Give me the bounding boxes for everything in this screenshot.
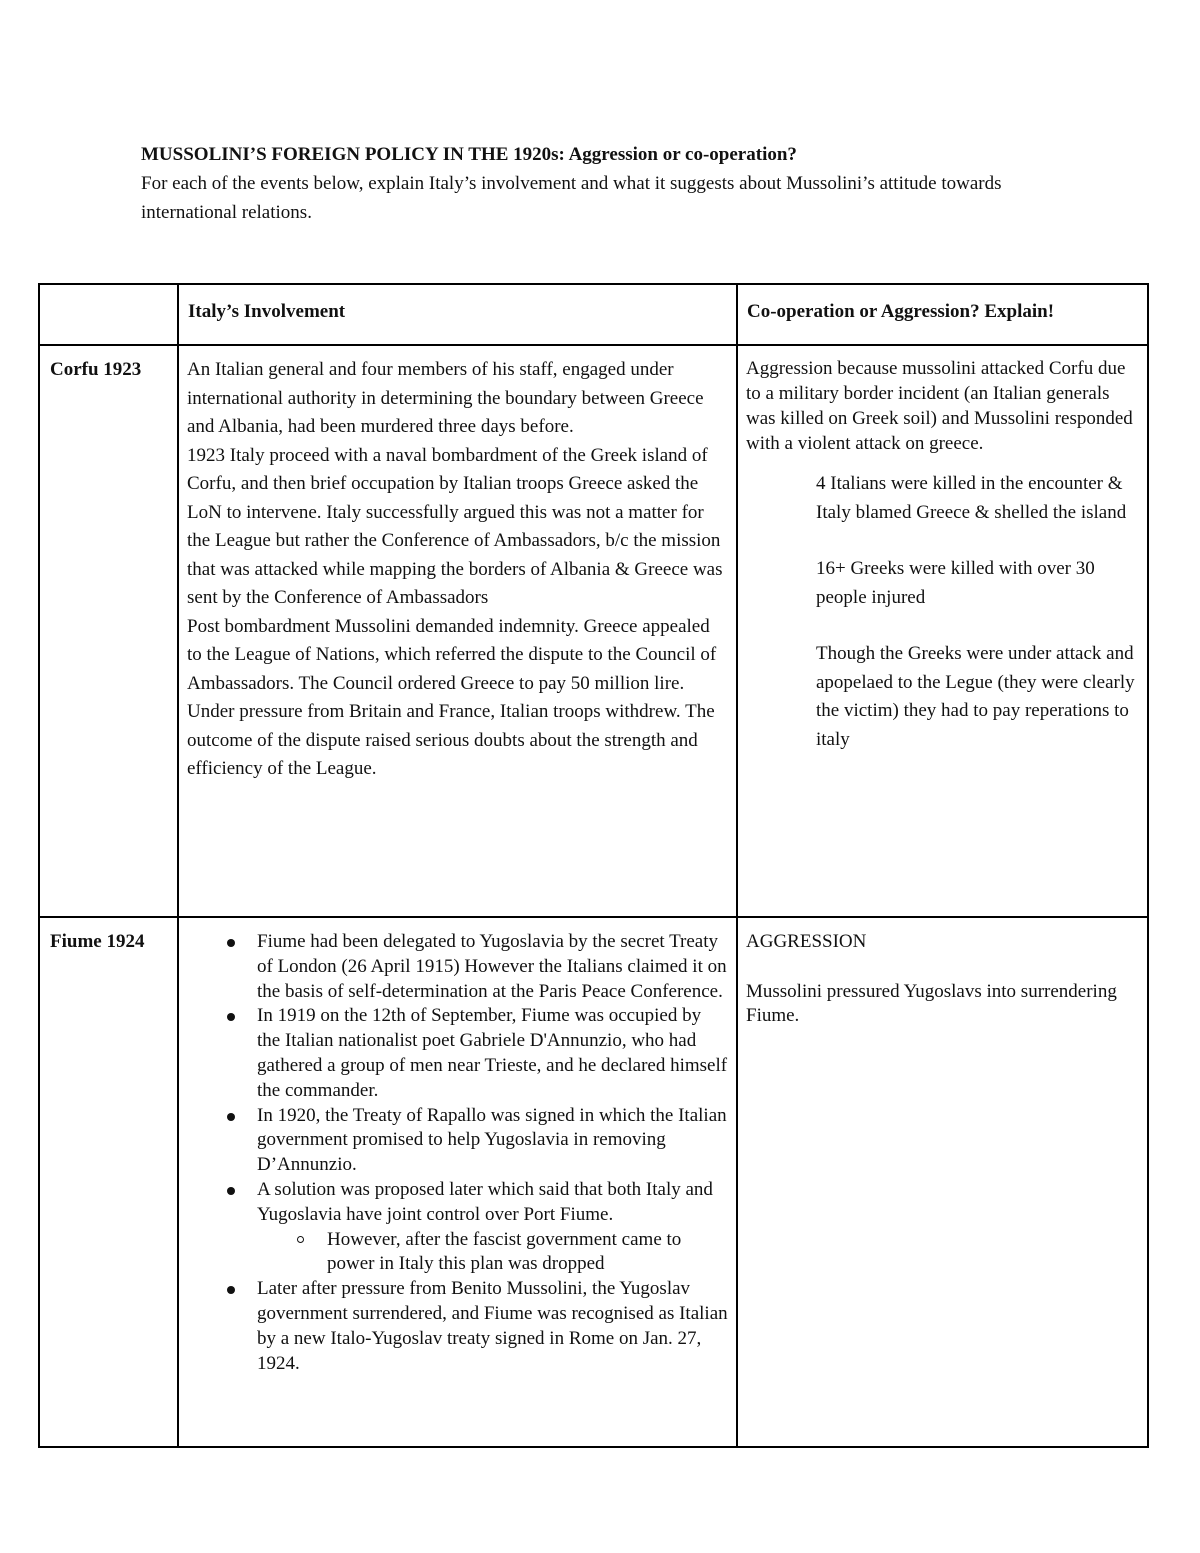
assessment-cell-fiume	[737, 917, 1148, 1447]
header-cell-assessment: Co-operation or Aggression? Explain!	[737, 284, 1148, 345]
assessment-note: 4 Italians were killed in the encounter & Italy blamed Greece & shelled the island	[816, 473, 1127, 523]
table-row-fiume	[39, 917, 1148, 1447]
list-item-text: A solution was proposed later which said that both Italy and Yugoslavia have joint control over Port Fiume.	[257, 1178, 713, 1225]
list-item	[187, 1178, 728, 1277]
assessment-text: Aggression because mussolini attacked Corfu due to a military border incident (an Italian generals was killed on Greek soil) and Mussolini responded with a violent attack on greece.	[746, 358, 1133, 454]
header-cell-involvement: Italy’s Involvement	[178, 284, 737, 345]
bullet-icon	[227, 1187, 235, 1195]
header-cell-event	[39, 284, 178, 345]
involvement-cell-fiume	[178, 917, 737, 1447]
bullet-list	[187, 930, 728, 1376]
involvement-cell-corfu	[178, 345, 737, 917]
involvement-paragraph: 1923 Italy proceed with a naval bombardment of the Greek island of Corfu, and then brief occupation by Italian troops Greece asked the LoN to intervene. Italy successfully argued this was not a matter for the League but rather the Conference of Ambassadors, b/c the mission that was attacked while mapping the borders of Albania & Greece was sent by the Conference of Ambassadors	[187, 444, 723, 608]
event-label-fiume: Fiume 1924	[39, 917, 178, 1447]
list-item-text: Later after pressure from Benito Mussolini, the Yugoslav government surrendered, and Fiume was recognised as Italian by a new Italo-Yugoslav treaty signed in Rome on Jan. 27, 1924.	[257, 1278, 728, 1374]
involvement-paragraph: An Italian general and four members of his staff, engaged under international authority in determining the boundary between Greece and Albania, had been murdered three days before.	[187, 359, 704, 437]
sub-bullet-list	[257, 1228, 728, 1278]
list-item-text: In 1919 on the 12th of September, Fiume was occupied by the Italian nationalist poet Gabriele D'Annunzio, who had gathered a group of men near Trieste, and he declared himself the commander.	[257, 1005, 728, 1101]
bullet-icon	[227, 1013, 235, 1021]
assessment-text: Mussolini pressured Yugoslavs into surrendering Fiume.	[746, 980, 1117, 1027]
list-item	[187, 930, 728, 1004]
bullet-icon	[227, 1286, 235, 1294]
list-item-text: In 1920, the Treaty of Rapallo was signed in which the Italian government promised to help Yugoslavia in removing D’Annunzio.	[257, 1104, 727, 1176]
policy-table	[38, 283, 1149, 1448]
document-header	[141, 141, 1101, 227]
bullet-icon	[227, 1113, 235, 1121]
list-item	[187, 1004, 728, 1103]
sub-list-item-text: However, after the fascist government came to power in Italy this plan was dropped	[327, 1228, 682, 1275]
list-item	[187, 1277, 728, 1376]
involvement-paragraph: Post bombardment Mussolini demanded indemnity. Greece appealed to the League of Nations, which referred the dispute to the Council of Ambassadors. The Council ordered Greece to pay 50 million lire. Under pressure from Britain and France, Italian troops withdrew. The outcome of the dispute raised serious doubts about the strength and efficiency of the League.	[187, 615, 717, 779]
bullet-icon	[227, 939, 235, 947]
event-label-corfu: Corfu 1923	[39, 345, 178, 917]
sub-list-item	[257, 1228, 728, 1278]
table-header-row	[39, 284, 1148, 345]
page-title: MUSSOLINI’S FOREIGN POLICY IN THE 1920s: Aggression or co-operation?	[141, 144, 797, 165]
list-item	[187, 1104, 728, 1178]
instructions-text: For each of the events below, explain Italy’s involvement and what it suggests about Mussolini’s attitude towards international relations.	[141, 173, 1002, 223]
hollow-bullet-icon	[297, 1236, 304, 1243]
list-item-text: Fiume had been delegated to Yugoslavia by the secret Treaty of London (26 April 1915) However the Italians claimed it on the basis of self-determination at the Paris Peace Conference.	[257, 931, 727, 1002]
assessment-note: 16+ Greeks were killed with over 30 people injured	[816, 558, 1095, 608]
assessment-cell-corfu	[737, 345, 1148, 917]
assessment-note: Though the Greeks were under attack and apopelaed to the Legue (they were clearly the victim) they had to pay reperations to italy	[816, 643, 1135, 750]
table-row-corfu	[39, 345, 1148, 917]
assessment-verdict: AGGRESSION	[746, 931, 867, 952]
